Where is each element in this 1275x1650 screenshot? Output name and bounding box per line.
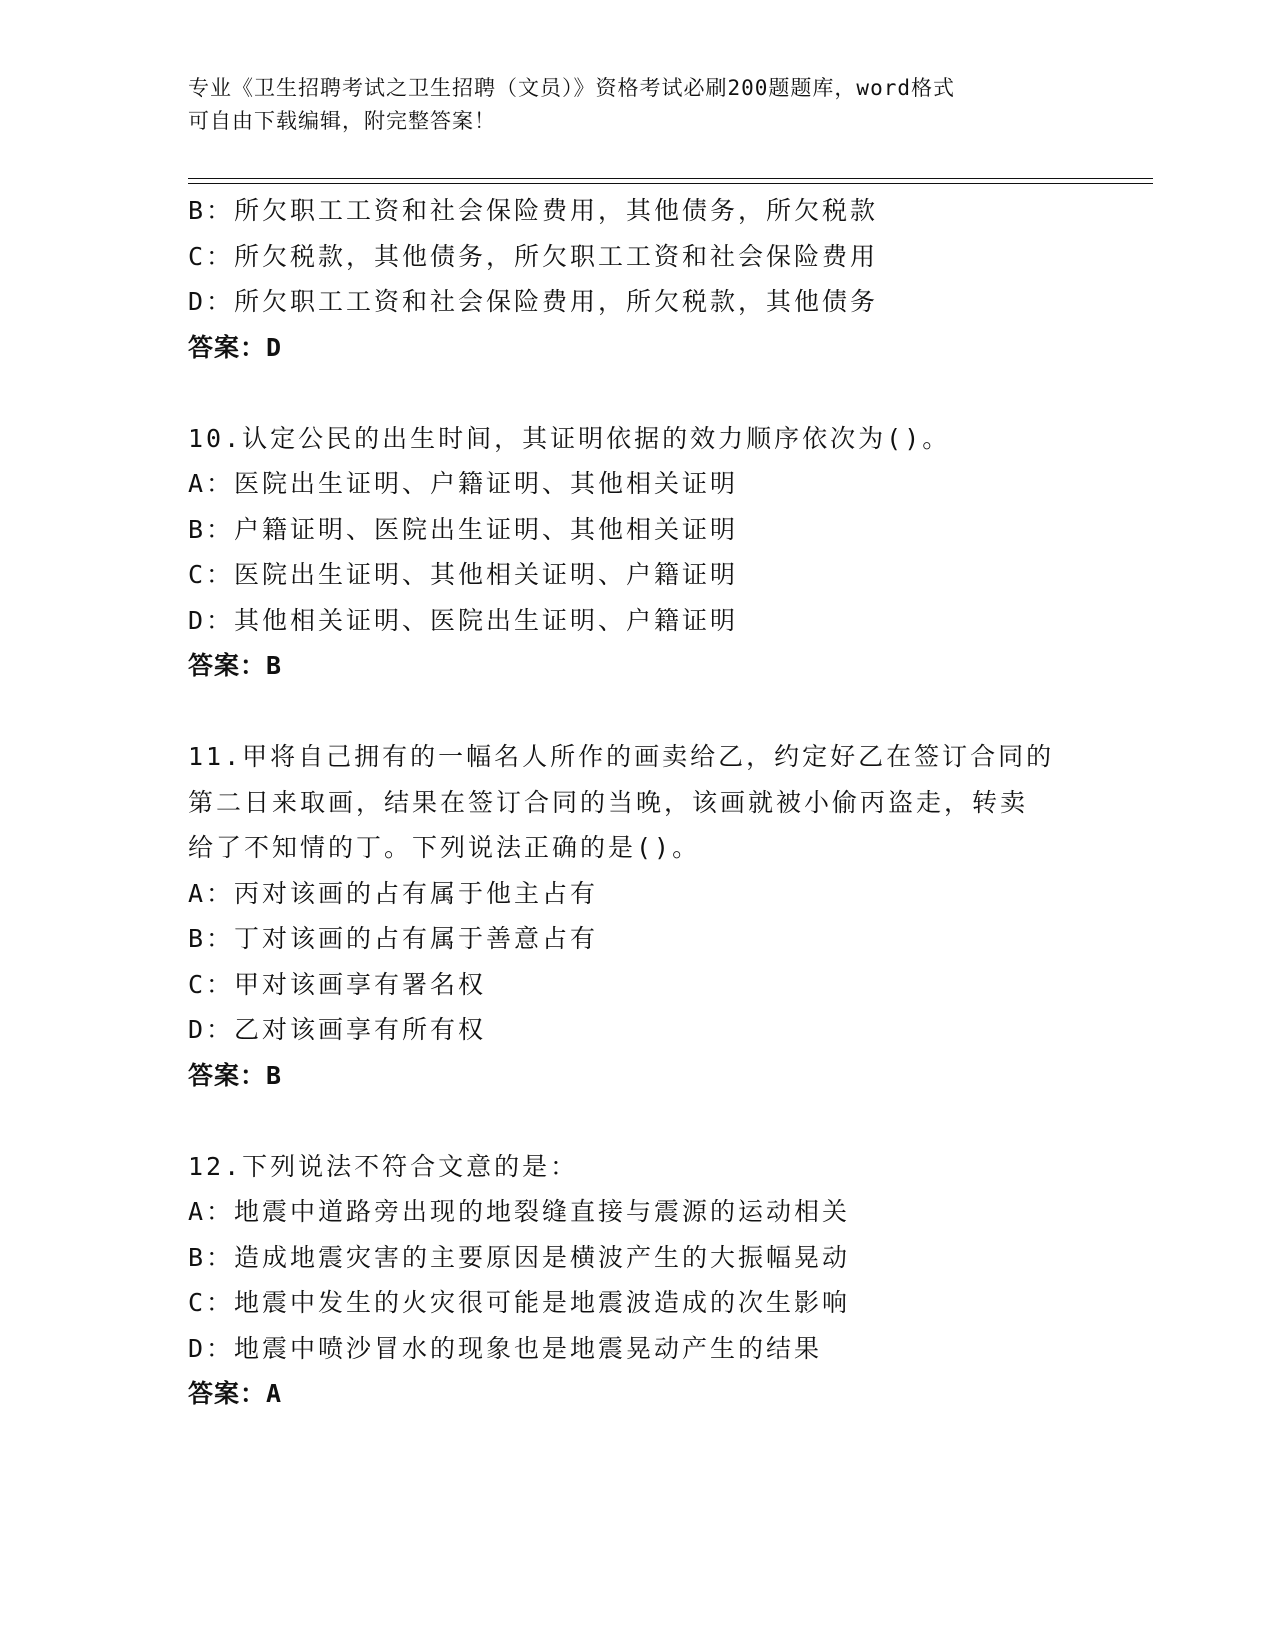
option-c: C：医院出生证明、其他相关证明、户籍证明 [188,560,739,589]
document-body [188,188,1118,1417]
spacer [188,370,1118,416]
option-d: D：乙对该画享有所有权 [188,1015,487,1044]
option-d: D：其他相关证明、医院出生证明、户籍证明 [188,605,739,635]
question-9-continued [188,188,1118,370]
question-stem-line-2: 第二日来取画，结果在签订合同的当晚，该画就被小偷丙盗走，转卖 [188,787,1029,817]
option-a: A：医院出生证明、户籍证明、其他相关证明 [188,469,739,498]
option-a: A：地震中道路旁出现的地裂缝直接与震源的运动相关 [188,1197,851,1226]
header-title-line-1: 专业《卫生招聘考试之卫生招聘（文员）》资格考试必刷200题题库，word格式 [188,76,955,100]
option-c: C：所欠税款，其他债务，所欠职工工资和社会保险费用 [188,241,879,271]
option-a: A：丙对该画的占有属于他主占有 [188,878,599,908]
option-c: C：地震中发生的火灾很可能是地震波造成的次生影响 [188,1288,851,1317]
option-d: D：地震中喷沙冒水的现象也是地震晃动产生的结果 [188,1333,823,1363]
option-d: D：所欠职工工资和社会保险费用，所欠税款，其他债务 [188,287,879,316]
question-12 [188,1144,1118,1417]
question-11 [188,734,1118,1098]
option-b: B：造成地震灾害的主要原因是横波产生的大振幅晃动 [188,1242,851,1272]
header-divider-bottom [188,183,1153,184]
page-header [188,72,1068,138]
answer-line: 答案：B [188,1060,283,1090]
spacer [188,689,1118,735]
question-stem-line-1: 11.甲将自己拥有的一幅名人所作的画卖给乙，约定好乙在签订合同的 [188,742,1055,771]
header-divider-top [188,178,1153,179]
option-b: B：所欠职工工资和社会保险费用，其他债务，所欠税款 [188,196,879,225]
spacer [188,1098,1118,1144]
answer-line: 答案：A [188,1379,283,1408]
option-b: B：户籍证明、医院出生证明、其他相关证明 [188,514,739,544]
option-c: C：甲对该画享有署名权 [188,969,487,999]
question-stem: 10.认定公民的出生时间，其证明依据的效力顺序依次为()。 [188,423,951,453]
option-b: B：丁对该画的占有属于善意占有 [188,924,599,953]
question-stem: 12.下列说法不符合文意的是： [188,1151,579,1181]
answer-line: 答案：B [188,651,283,680]
question-10 [188,416,1118,689]
question-stem-line-3: 给了不知情的丁。下列说法正确的是()。 [188,833,701,862]
header-title-line-2: 可自由下载编辑，附完整答案！ [188,109,496,133]
answer-line: 答案：D [188,332,283,362]
